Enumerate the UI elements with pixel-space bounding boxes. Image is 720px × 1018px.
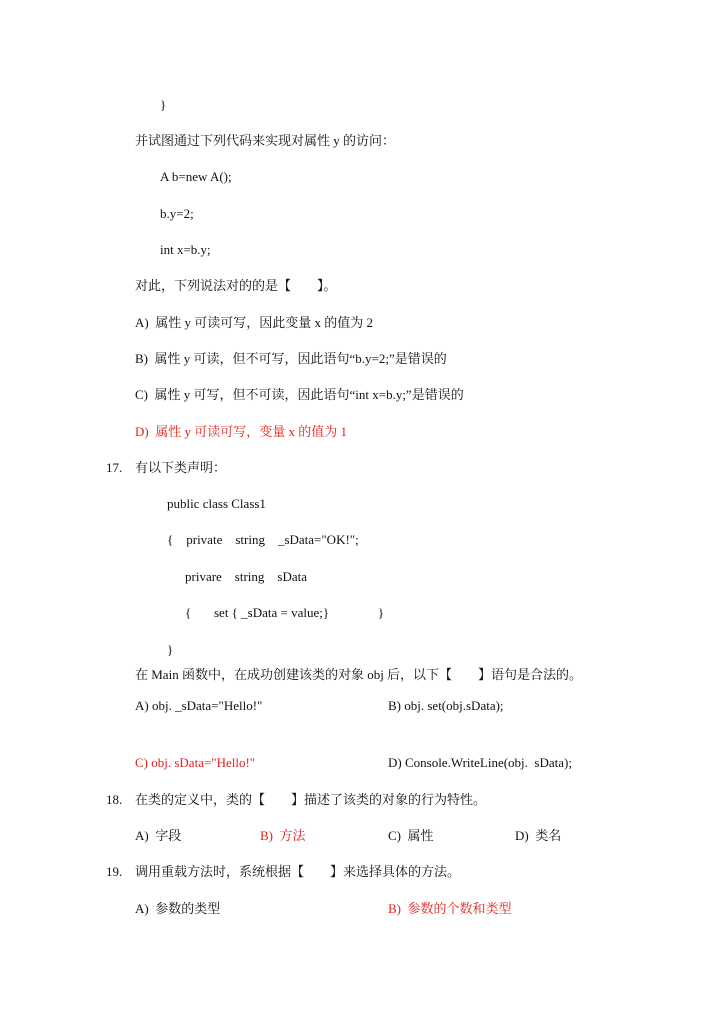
q16-option-b: B) 属性 y 可读，但不可写，因此语句“b.y=2;”是错误的: [135, 351, 447, 366]
q17-prompt: 在 Main 函数中，在成功创建该类的对象 obj 后，以下【 】语句是合法的。: [135, 667, 583, 682]
q16-option-c: C) 属性 y 可写，但不可读，因此语句“int x=b.y;”是错误的: [135, 387, 464, 402]
q17-code-line-3: privare string sData: [185, 569, 308, 584]
q19-option-b-answer: B) 参数的个数和类型: [388, 901, 512, 916]
q17-stem: 有以下类声明：: [135, 460, 227, 475]
q17-option-c-answer: C) obj. sData="Hello!": [135, 755, 256, 770]
q16-code-line-3: int x=b.y;: [160, 242, 211, 257]
q16-code-line-1: A b=new A();: [160, 169, 232, 184]
q18-option-c: C) 属性: [388, 828, 434, 843]
q16-option-a: A) 属性 y 可读可写，因此变量 x 的值为 2: [135, 315, 373, 330]
q16-code-line-2: b.y=2;: [160, 206, 194, 221]
q18-option-a: A) 字段: [135, 828, 182, 843]
q17-option-a: A) obj. _sData="Hello!": [135, 698, 263, 713]
q16-intro: 并试图通过下列代码来实现对属性 y 的访问：: [135, 133, 396, 148]
q17-code-line-1: public class Class1: [167, 496, 266, 511]
code-closing-brace: }: [160, 97, 167, 112]
q17-number: 17.: [106, 460, 123, 475]
q19-option-a: A) 参数的类型: [135, 901, 221, 916]
q19-stem: 调用重载方法时，系统根据【 】来选择具体的方法。: [135, 864, 461, 879]
q18-option-b-answer: B) 方法: [260, 828, 306, 843]
q17-code-line-5: }: [167, 642, 174, 657]
q18-number: 18.: [106, 792, 123, 807]
q17-code-line-2: { private string _sData="OK!";: [167, 532, 359, 547]
q18-stem: 在类的定义中，类的【 】描述了该类的对象的行为特性。: [135, 792, 487, 807]
q17-option-b: B) obj. set(obj.sData);: [388, 698, 504, 713]
q17-option-d: D) Console.WriteLine(obj. sData);: [388, 755, 572, 770]
q19-number: 19.: [106, 864, 123, 879]
q17-code-line-4: { set { _sData = value;} }: [185, 605, 385, 620]
q16-option-d-answer: D) 属性 y 可读可写，变量 x 的值为 1: [135, 424, 347, 439]
q18-option-d: D) 类名: [515, 828, 562, 843]
q16-prompt: 对此，下列说法对的的是【 】。: [135, 278, 337, 293]
